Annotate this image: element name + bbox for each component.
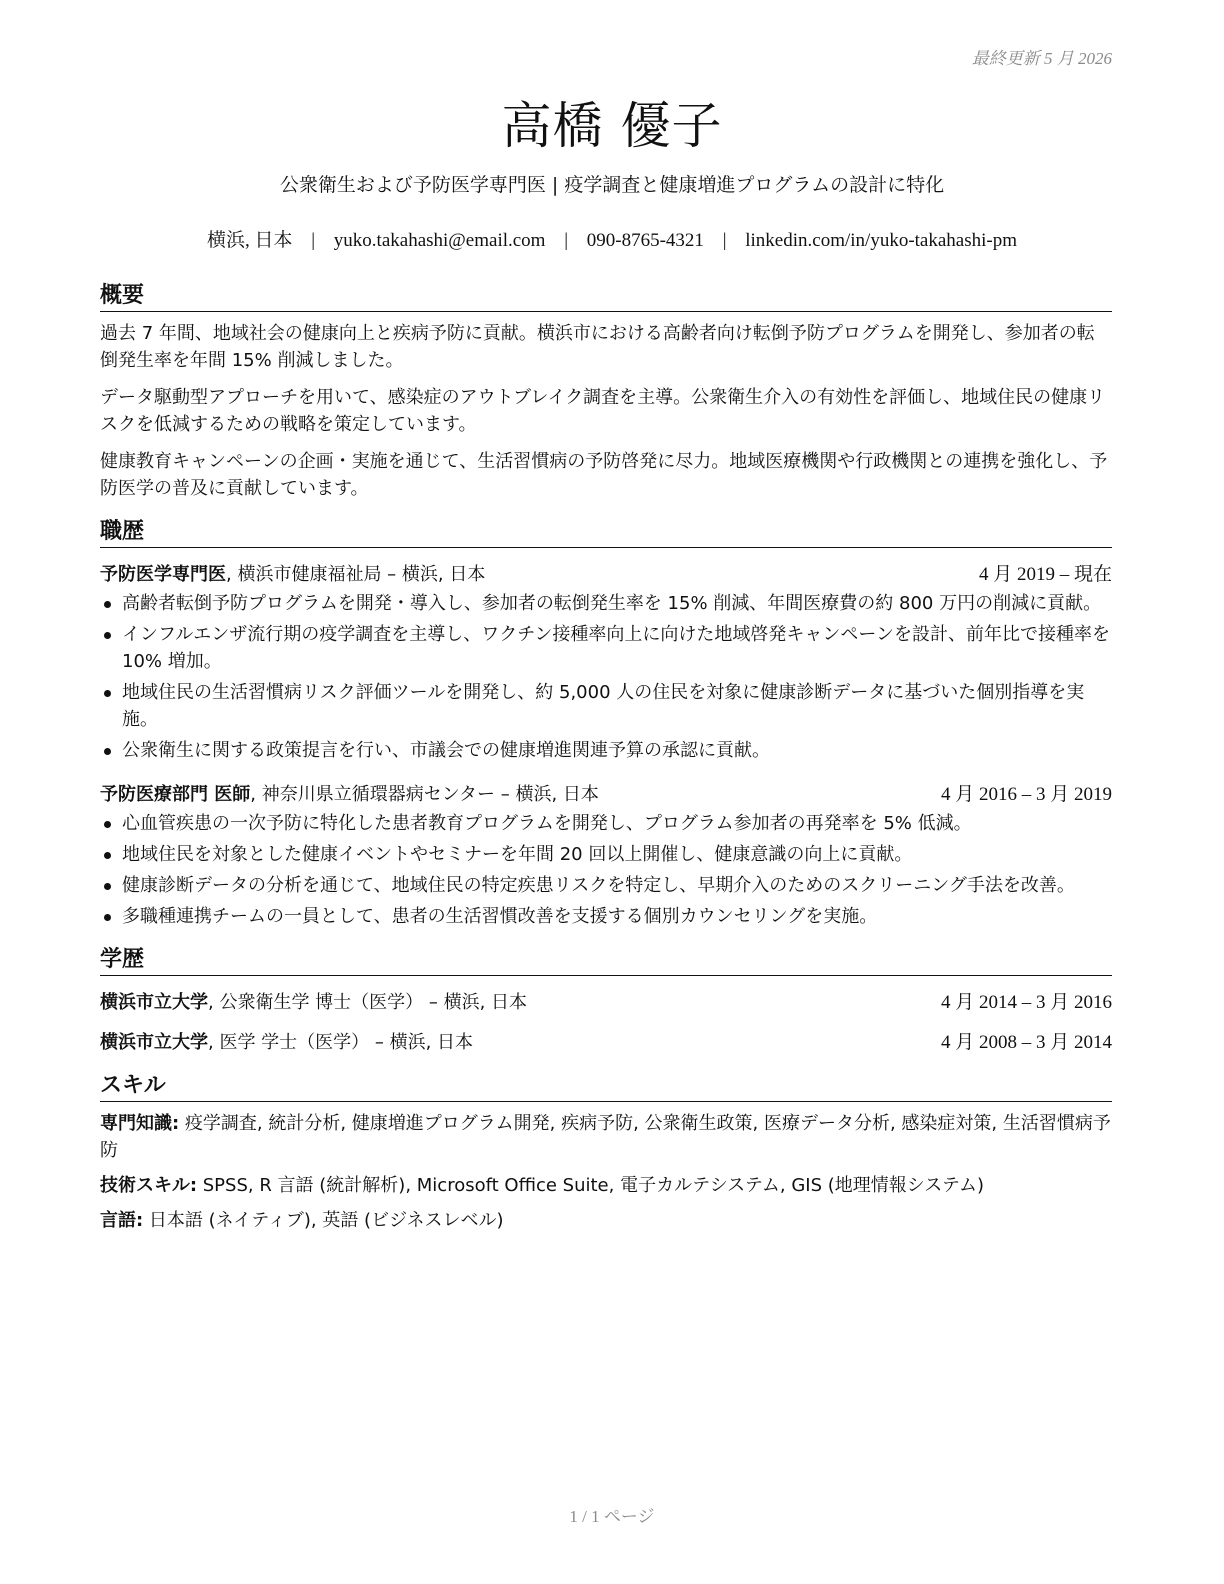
education-dates: 4 月 2008 – 3 月 2014 <box>940 1032 1112 1053</box>
job-bullet <box>100 872 1112 899</box>
job-bullet-text: 地域住民の生活習慣病リスク評価ツールを開発し、約 5,000 人の住民を対象に健康診断データに基づいた個別指導を実施。 <box>122 682 1085 730</box>
skill-value: 日本語 (ネイティブ), 英語 (ビジネスレベル) <box>143 1210 504 1231</box>
experience-section <box>100 514 1112 930</box>
bullet-icon <box>104 601 111 608</box>
contact-phone[interactable]: 090-8765-4321 <box>586 230 704 251</box>
skills-title: スキル <box>100 1068 1112 1102</box>
education-section <box>100 942 1112 1056</box>
job-bullet <box>100 590 1112 617</box>
resume-name: 高橋 優子 <box>501 97 723 155</box>
summary-title: 概要 <box>100 278 1112 312</box>
education-dates: 4 月 2014 – 3 月 2016 <box>940 992 1112 1013</box>
job-role: 予防医療部門 医師 <box>100 784 251 805</box>
job-bullet <box>100 737 1112 764</box>
job-bullet <box>100 810 1112 837</box>
bullet-icon <box>104 632 111 639</box>
education-entry <box>100 990 1112 1016</box>
job-bullet-text: 健康診断データの分析を通じて、地域住民の特定疾患リスクを特定し、早期介入のためのスクリーニング手法を改善。 <box>122 875 1075 896</box>
job-org: , 神奈川県立循環器病センター – 横浜, 日本 <box>250 784 599 805</box>
skill-label: 言語: <box>100 1210 144 1231</box>
job-bullet <box>100 679 1112 733</box>
job-bullet <box>100 841 1112 868</box>
contact-location: 横浜, 日本 <box>206 230 293 251</box>
skills-section <box>100 1068 1112 1234</box>
contact-line <box>0 225 1224 252</box>
job-bullet <box>100 621 1112 675</box>
job-heading <box>100 782 599 808</box>
bullet-icon <box>104 748 111 755</box>
job-bullet-text: 地域住民を対象とした健康イベントやセミナーを年間 20 回以上開催し、健康意識の向上に貢献。 <box>122 844 913 865</box>
summary-section <box>100 278 1112 502</box>
summary-paragraph: データ駆動型アプローチを用いて、感染症のアウトブレイク調査を主導。公衆衛生介入の有効性を評価し、地域住民の健康リスクを低減するための戦略を策定しています。 <box>100 387 1106 435</box>
resume-headline: 公衆衛生および予防医学専門医 | 疫学調査と健康増進プログラムの設計に特化 <box>279 174 945 196</box>
education-heading <box>100 1030 473 1056</box>
education-detail: , 医学 学士（医学） – 横浜, 日本 <box>208 1032 474 1053</box>
education-heading <box>100 990 527 1016</box>
education-detail: , 公衆衛生学 博士（医学） – 横浜, 日本 <box>208 992 528 1013</box>
bullet-icon <box>104 852 111 859</box>
job-bullet-text: インフルエンザ流行期の疫学調査を主導し、ワクチン接種率向上に向けた地域啓発キャンペーンを設計、前年比で接種率を 10% 増加。 <box>122 624 1111 672</box>
contact-email[interactable]: yuko.takahashi@email.com <box>333 230 546 251</box>
skill-value: 疫学調査, 統計分析, 健康増進プログラム開発, 疾病予防, 公衆衛生政策, 医療データ分析, 感染症対策, 生活習慣病予防 <box>100 1113 1111 1161</box>
skill-label: 専門知識: <box>100 1113 180 1134</box>
education-entry <box>100 1030 1112 1056</box>
education-school: 横浜市立大学 <box>100 992 208 1013</box>
job-role: 予防医学専門医 <box>100 564 226 585</box>
education-school: 横浜市立大学 <box>100 1032 208 1053</box>
job-org: , 横浜市健康福祉局 – 横浜, 日本 <box>226 564 486 585</box>
bullet-icon <box>104 821 111 828</box>
contact-separator: | <box>722 230 727 251</box>
skill-row <box>100 1110 1112 1164</box>
skill-value: SPSS, R 言語 (統計解析), Microsoft Office Suite, 電子カルテシステム, GIS (地理情報システム) <box>197 1175 985 1196</box>
skill-label: 技術スキル: <box>100 1175 198 1196</box>
job-bullet <box>100 903 1112 930</box>
job-entry <box>100 562 1112 764</box>
skill-row <box>100 1207 1112 1234</box>
job-bullet-text: 多職種連携チームの一員として、患者の生活習慣改善を支援する個別カウンセリングを実施。 <box>122 906 878 927</box>
skill-row <box>100 1172 1112 1199</box>
resume-body <box>100 278 1112 1246</box>
job-bullet-text: 高齢者転倒予防プログラムを開発・導入し、参加者の転倒発生率を 15% 削減、年間医療費の約 800 万円の削減に貢献。 <box>122 593 1102 614</box>
job-dates: 4 月 2016 – 3 月 2019 <box>940 784 1112 805</box>
last-updated: 最終更新 5 月 2026 <box>971 49 1112 68</box>
job-heading <box>100 562 485 588</box>
page-indicator: 1 / 1 ページ <box>569 1507 655 1526</box>
education-title: 学歴 <box>100 942 1112 976</box>
job-bullet-text: 心血管疾患の一次予防に特化した患者教育プログラムを開発し、プログラム参加者の再発率を 5% 低減。 <box>122 813 972 834</box>
job-bullet-text: 公衆衛生に関する政策提言を行い、市議会での健康増進関連予算の承認に貢献。 <box>122 740 770 761</box>
job-dates: 4 月 2019 – 現在 <box>978 564 1112 585</box>
summary-paragraph: 健康教育キャンペーンの企画・実施を通じて、生活習慣病の予防啓発に尽力。地域医療機関や行政機関との連携を強化し、予防医学の普及に貢献しています。 <box>100 451 1108 499</box>
experience-title: 職歴 <box>100 514 1112 548</box>
bullet-icon <box>104 883 111 890</box>
contact-separator: | <box>564 230 569 251</box>
bullet-icon <box>104 914 111 921</box>
contact-separator: | <box>311 230 316 251</box>
job-entry <box>100 782 1112 930</box>
contact-linkedin[interactable]: linkedin.com/in/yuko-takahashi-pm <box>745 230 1018 251</box>
summary-paragraph: 過去 7 年間、地域社会の健康向上と疾病予防に貢献。横浜市における高齢者向け転倒予防プログラムを開発し、参加者の転倒発生率を年間 15% 削減しました。 <box>100 323 1095 371</box>
bullet-icon <box>104 690 111 697</box>
